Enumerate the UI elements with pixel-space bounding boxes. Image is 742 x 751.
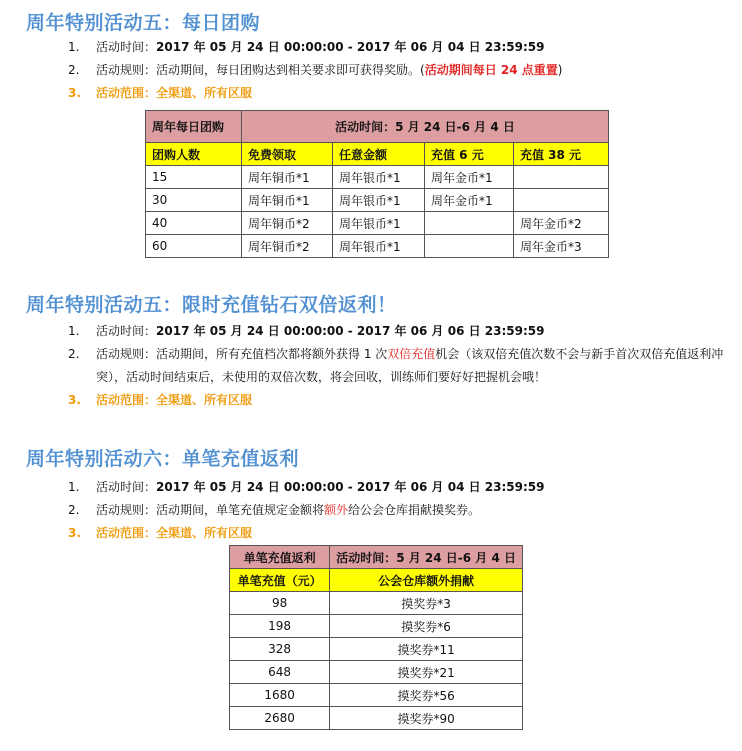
item-highlight: 双倍充值 — [387, 347, 436, 361]
table-cell: 40 — [146, 212, 242, 235]
table-cell — [514, 189, 609, 212]
table-header-row — [146, 111, 609, 143]
item-text: 活动规则：活动期间，每日团购达到相关要求即可获得奖励。( — [96, 63, 425, 77]
table-cell: 98 — [230, 592, 330, 615]
table-cell: 周年铜币*2 — [242, 235, 333, 258]
list-number: 2. — [68, 347, 80, 361]
list-number: 3. — [68, 526, 81, 540]
list-number: 3. — [68, 393, 81, 407]
table-cell: 周年银币*1 — [333, 166, 425, 189]
item-text: 活动规则：活动期间，所有充值档次都将额外获得 1 次 — [96, 347, 388, 361]
item-text: 活动规则：活动期间，单笔充值规定金额将 — [96, 503, 325, 517]
table-title-cell: 周年每日团购 — [146, 111, 242, 143]
table-cell: 1680 — [230, 684, 330, 707]
table-cell: 周年银币*1 — [333, 235, 425, 258]
section-title-single-recharge: 周年特别活动六：单笔充值返利 — [26, 448, 300, 470]
table-row — [146, 235, 609, 258]
item-label: 活动时间： — [96, 40, 157, 54]
table-header-row — [230, 546, 523, 569]
table-cell: 摸奖券*6 — [330, 615, 523, 638]
table-cell: 周年金币*3 — [514, 235, 609, 258]
item-text-end: ) — [557, 63, 563, 77]
column-header: 公会仓库额外捐献 — [330, 569, 523, 592]
section2-list — [0, 320, 742, 412]
section3-list — [0, 476, 742, 545]
section1-list — [0, 36, 742, 105]
item-label: 活动时间： — [96, 480, 157, 494]
table-row — [146, 189, 609, 212]
column-header: 团购人数 — [146, 143, 242, 166]
column-header: 免费领取 — [242, 143, 333, 166]
table-cell: 摸奖券*90 — [330, 707, 523, 730]
item-text-end: 给公会仓库捐献摸奖券。 — [348, 503, 481, 517]
list-item — [0, 389, 742, 412]
table-cell: 15 — [146, 166, 242, 189]
table-row — [230, 615, 523, 638]
list-item — [0, 476, 742, 499]
table-row — [230, 707, 523, 730]
list-item — [0, 82, 742, 105]
section-title-daily-group-buy: 周年特别活动五：每日团购 — [26, 12, 261, 34]
single-recharge-table — [229, 545, 523, 730]
table-cell: 周年金币*1 — [425, 166, 514, 189]
column-header: 任意金额 — [333, 143, 425, 166]
table-cell: 周年铜币*1 — [242, 166, 333, 189]
item-time-value: 2017 年 05 月 24 日 00:00:00 - 2017 年 06 月 04 日 23:59:59 — [156, 40, 545, 54]
table-cell: 198 — [230, 615, 330, 638]
list-number: 1. — [68, 40, 80, 54]
list-item — [0, 36, 742, 59]
table-title-cell: 单笔充值返利 — [230, 546, 330, 569]
list-item — [0, 343, 742, 389]
table-cell: 摸奖券*3 — [330, 592, 523, 615]
table-cell: 摸奖券*11 — [330, 638, 523, 661]
table-cell: 周年银币*1 — [333, 212, 425, 235]
table-cell: 2680 — [230, 707, 330, 730]
table-cell: 摸奖券*56 — [330, 684, 523, 707]
item-highlight: 活动期间每日 24 点重置 — [424, 63, 558, 77]
table-column-row — [146, 143, 609, 166]
table-cell: 30 — [146, 189, 242, 212]
table-cell: 周年金币*2 — [514, 212, 609, 235]
table-row — [146, 166, 609, 189]
table-row — [230, 684, 523, 707]
table-row — [230, 661, 523, 684]
item-scope: 活动范围：全渠道、所有区服 — [96, 86, 253, 100]
table-cell — [425, 212, 514, 235]
column-header: 单笔充值（元） — [230, 569, 330, 592]
list-item — [0, 499, 742, 522]
table-cell: 周年铜币*2 — [242, 212, 333, 235]
item-highlight: 额外 — [324, 503, 349, 517]
item-time-value: 2017 年 05 月 24 日 00:00:00 - 2017 年 06 月 06 日 23:59:59 — [156, 324, 545, 338]
table-cell: 60 — [146, 235, 242, 258]
list-item — [0, 59, 742, 82]
item-text-end: 机会（该双倍充值次数不会与新手首次双倍充值返利冲突），活动时间结束后，未使用的双倍次数，将会回收，训练师们要好好把握机会哦！ — [96, 347, 724, 384]
daily-group-buy-table — [145, 110, 609, 258]
table-cell: 周年金币*1 — [425, 189, 514, 212]
table-row — [230, 592, 523, 615]
section-title-double-rebate: 周年特别活动五：限时充值钻石双倍返利！ — [26, 294, 397, 316]
table-cell: 摸奖券*21 — [330, 661, 523, 684]
table-period-cell: 活动时间：5 月 24 日-6 月 4 日 — [242, 111, 609, 143]
list-number: 3. — [68, 86, 81, 100]
table-row — [230, 638, 523, 661]
list-number: 2. — [68, 63, 80, 77]
table-cell — [514, 166, 609, 189]
table-cell: 周年铜币*1 — [242, 189, 333, 212]
item-scope: 活动范围：全渠道、所有区服 — [96, 393, 253, 407]
table-cell — [425, 235, 514, 258]
list-item — [0, 522, 742, 545]
column-header: 充值 6 元 — [425, 143, 514, 166]
item-label: 活动时间： — [96, 324, 157, 338]
table-column-row — [230, 569, 523, 592]
table-period-cell: 活动时间：5 月 24 日-6 月 4 日 — [330, 546, 523, 569]
table-cell: 328 — [230, 638, 330, 661]
table-cell: 648 — [230, 661, 330, 684]
item-time-value: 2017 年 05 月 24 日 00:00:00 - 2017 年 06 月 04 日 23:59:59 — [156, 480, 545, 494]
list-number: 2. — [68, 503, 80, 517]
item-scope: 活动范围：全渠道、所有区服 — [96, 526, 253, 540]
table-row — [146, 212, 609, 235]
list-number: 1. — [68, 480, 80, 494]
column-header: 充值 38 元 — [514, 143, 609, 166]
list-number: 1. — [68, 324, 80, 338]
list-item — [0, 320, 742, 343]
table-cell: 周年银币*1 — [333, 189, 425, 212]
